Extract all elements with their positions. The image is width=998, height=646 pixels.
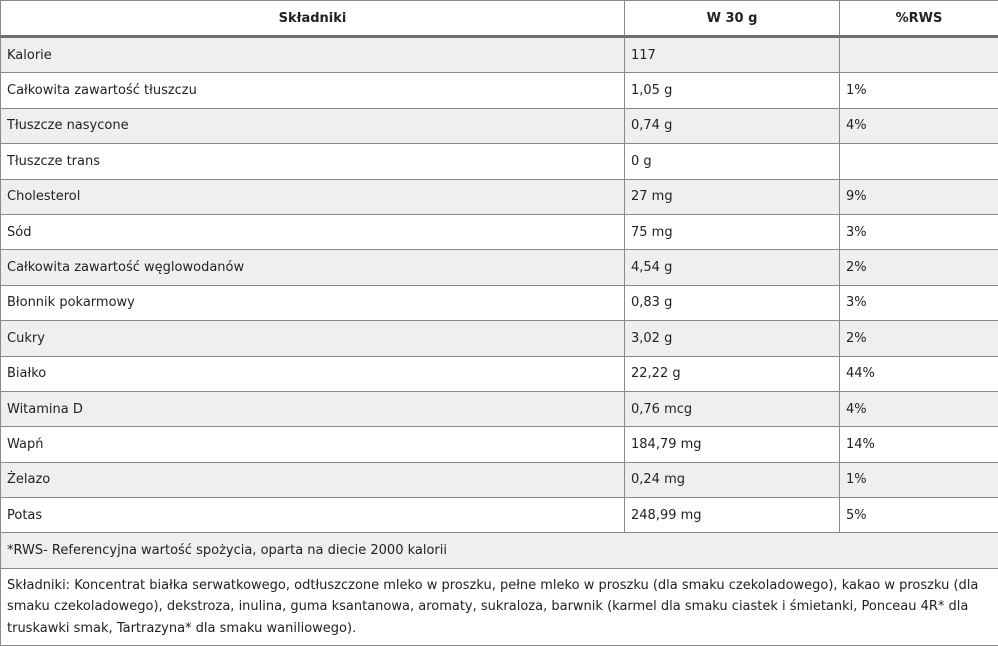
table-row: [1, 498, 998, 533]
header-ingredients: Składniki: [1, 1, 625, 37]
nutrient-name: Wapń: [1, 427, 625, 462]
nutrient-amount: 184,79 mg: [625, 427, 840, 462]
nutrient-rws: 2%: [840, 250, 998, 285]
rws-footnote: *RWS- Referencyjna wartość spożycia, oparta na diecie 2000 kalorii: [1, 533, 998, 568]
nutrient-rws: 4%: [840, 391, 998, 426]
nutrient-name: Błonnik pokarmowy: [1, 285, 625, 320]
nutrient-name: Sód: [1, 214, 625, 249]
nutrient-name: Żelazo: [1, 462, 625, 497]
footnote-row: [1, 533, 998, 568]
nutrient-amount: 0,76 mcg: [625, 391, 840, 426]
nutrient-rws: 5%: [840, 498, 998, 533]
nutrient-name: Potas: [1, 498, 625, 533]
nutrient-amount: 75 mg: [625, 214, 840, 249]
table-row: [1, 214, 998, 249]
nutrient-rws: 1%: [840, 462, 998, 497]
nutrient-rws: 9%: [840, 179, 998, 214]
table-row: [1, 427, 998, 462]
nutrient-name: Całkowita zawartość węglowodanów: [1, 250, 625, 285]
nutrient-rws: 4%: [840, 108, 998, 143]
table-row: [1, 179, 998, 214]
header-rws: %RWS: [840, 1, 998, 37]
nutrient-name: Cukry: [1, 321, 625, 356]
nutrient-amount: 4,54 g: [625, 250, 840, 285]
nutrient-name: Całkowita zawartość tłuszczu: [1, 73, 625, 108]
nutrient-name: Białko: [1, 356, 625, 391]
nutrient-amount: 0,74 g: [625, 108, 840, 143]
nutrient-rws: 14%: [840, 427, 998, 462]
table-row: [1, 321, 998, 356]
table-row: [1, 37, 998, 73]
header-amount: W 30 g: [625, 1, 840, 37]
table-row: [1, 250, 998, 285]
nutrient-amount: 0 g: [625, 144, 840, 179]
nutrient-rws: 3%: [840, 214, 998, 249]
nutrient-amount: 1,05 g: [625, 73, 840, 108]
nutrient-amount: 22,22 g: [625, 356, 840, 391]
nutrient-rws: 2%: [840, 321, 998, 356]
header-row: [1, 1, 998, 37]
nutrient-name: Cholesterol: [1, 179, 625, 214]
table-row: [1, 391, 998, 426]
nutrient-name: Witamina D: [1, 391, 625, 426]
table-row: [1, 73, 998, 108]
nutrient-amount: 3,02 g: [625, 321, 840, 356]
nutrient-amount: 27 mg: [625, 179, 840, 214]
nutrient-name: Kalorie: [1, 37, 625, 73]
nutrient-rws: 3%: [840, 285, 998, 320]
table-row: [1, 144, 998, 179]
nutrient-amount: 248,99 mg: [625, 498, 840, 533]
nutrient-name: Tłuszcze trans: [1, 144, 625, 179]
nutrient-amount: 0,24 mg: [625, 462, 840, 497]
nutrient-amount: 117: [625, 37, 840, 73]
table-row: [1, 285, 998, 320]
ingredients-row: [1, 568, 998, 646]
nutrient-rws: [840, 144, 998, 179]
nutrient-rws: 1%: [840, 73, 998, 108]
ingredients-text: Składniki: Koncentrat białka serwatkowego, odtłuszczone mleko w proszku, pełne mleko w proszku (dla smaku czekoladowego), kakao w proszku (dla smaku czekoladowego), dekstroza, inulina, guma ksantanowa, aromaty, sukraloza, barwnik (karmel dla smaku ciastek i śmietanki, Ponceau 4R* dla truskawki smak, Tartrazyna* dla smaku waniliowego).: [1, 568, 998, 646]
table-row: [1, 108, 998, 143]
nutrient-rws: 44%: [840, 356, 998, 391]
nutrient-rws: [840, 37, 998, 73]
nutrient-name: Tłuszcze nasycone: [1, 108, 625, 143]
nutrient-amount: 0,83 g: [625, 285, 840, 320]
table-row: [1, 356, 998, 391]
table-row: [1, 462, 998, 497]
